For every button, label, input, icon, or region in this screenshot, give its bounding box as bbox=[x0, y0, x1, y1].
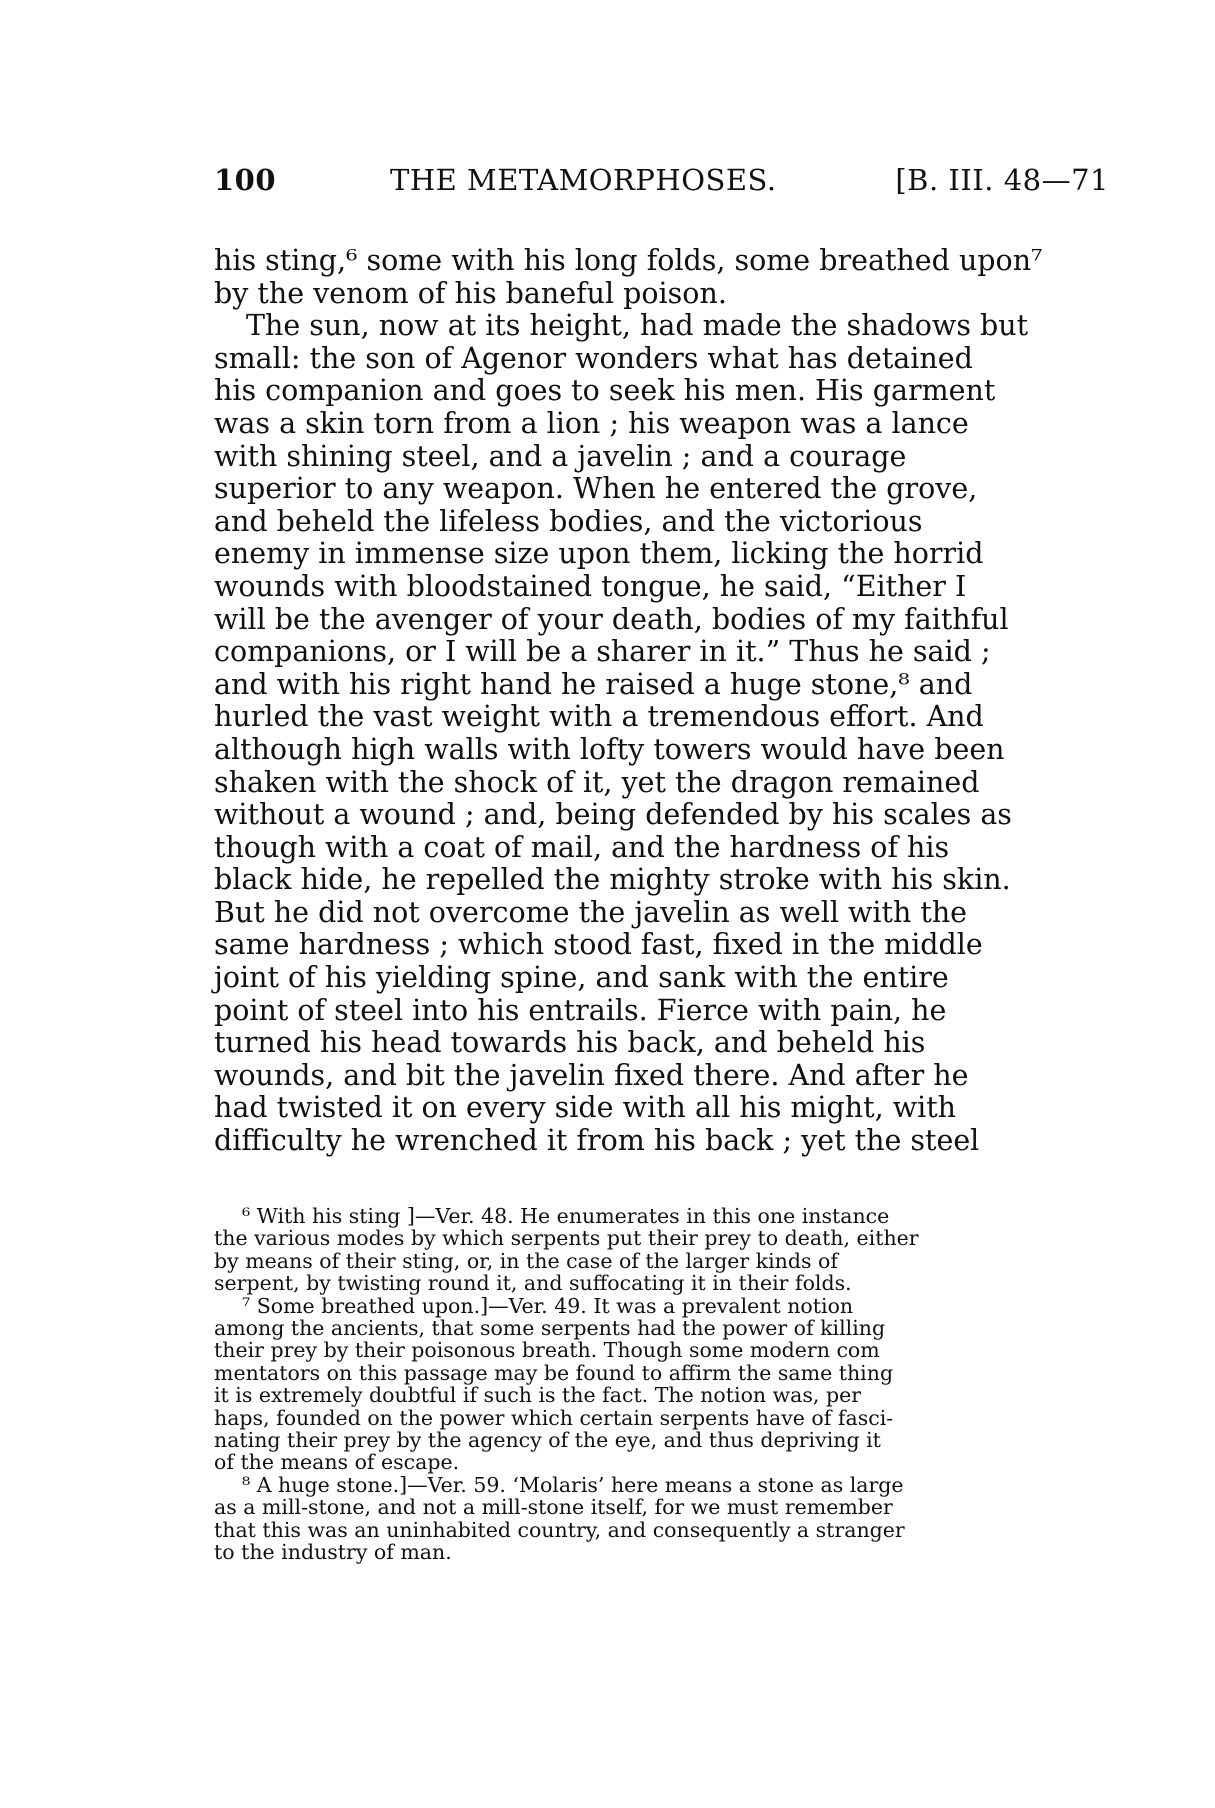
footnote-line: nating their prey by the agency of the eye, and thus depriving it bbox=[214, 1428, 881, 1453]
text-line: without a wound ; and, being defended by his scales as bbox=[214, 798, 1012, 832]
text-line: his sting,⁶ some with his long folds, some breathed upon⁷ bbox=[214, 244, 1043, 277]
running-title: THE METAMORPHOSES. bbox=[390, 163, 777, 197]
text-line: black hide, he repelled the mighty stroke with his skin. bbox=[214, 863, 1011, 897]
page-number: 100 bbox=[214, 163, 277, 197]
footnote-line: serpent, by twisting round it, and suffocating it in their folds. bbox=[214, 1271, 852, 1296]
text-line: point of steel into his entrails. Fierce with pain, he bbox=[214, 993, 947, 1027]
text-line: although high walls with lofty towers would have been bbox=[214, 732, 1005, 766]
footnote-line: of the means of escape. bbox=[214, 1450, 460, 1475]
footnote-line: by means of their sting, or, in the case of the larger kinds of bbox=[214, 1248, 838, 1273]
text-line: was a skin torn from a lion ; his weapon was a lance bbox=[214, 406, 969, 440]
footnote-line: haps, founded on the power which certain serpents have of fasci- bbox=[214, 1405, 894, 1430]
text-line: small: the son of Agenor wonders what has detained bbox=[214, 341, 973, 375]
footnote-line: the various modes by which serpents put their prey to death, either bbox=[214, 1226, 919, 1251]
text-line: and with his right hand he raised a huge stone,⁸ and bbox=[214, 667, 973, 701]
text-line: companions, or I will be a sharer in it.” Thus he said ; bbox=[214, 635, 991, 669]
text-line: shaken with the shock of it, yet the dragon remained bbox=[214, 765, 980, 799]
text-line: difficulty he wrenched it from his back ; yet the steel bbox=[214, 1124, 980, 1158]
text-line: superior to any weapon. When he entered the grove, bbox=[214, 472, 978, 506]
footnote-line: ⁸ A huge stone.]—Ver. 59. ‘Molaris’ here means a stone as large bbox=[242, 1472, 904, 1497]
text-line: turned his head towards his back, and beheld his bbox=[214, 1026, 926, 1060]
text-line: joint of his yielding spine, and sank with the entire bbox=[214, 961, 949, 995]
text-line: hurled the vast weight with a tremendous effort. And bbox=[214, 700, 984, 734]
footnote-line: as a mill-stone, and not a mill-stone itself, for we must remember bbox=[214, 1495, 893, 1520]
text-line: The sun, now at its height, had made the shadows but bbox=[246, 309, 1029, 343]
text-line: with shining steel, and a javelin ; and a courage bbox=[214, 439, 907, 473]
text-line: wounds with bloodstained tongue, he said, “Either I bbox=[214, 569, 967, 603]
footnotes bbox=[214, 1205, 1109, 1564]
text-line: But he did not overcome the javelin as well with the bbox=[214, 895, 968, 929]
footnote-line: to the industry of man. bbox=[214, 1540, 452, 1565]
text-line: his companion and goes to seek his men. His garment bbox=[214, 374, 996, 408]
text-line: enemy in immense size upon them, licking the horrid bbox=[214, 537, 984, 571]
text-line: same hardness ; which stood fast, fixed in the middle bbox=[214, 928, 983, 962]
running-head bbox=[214, 163, 1109, 203]
text-line: and beheld the lifeless bodies, and the victorious bbox=[214, 504, 923, 538]
text-line: though with a coat of mail, and the hardness of his bbox=[214, 830, 950, 864]
footnote-line: that this was an uninhabited country, and consequently a stranger bbox=[214, 1517, 905, 1542]
text-line: had twisted it on every side with all his might, with bbox=[214, 1091, 957, 1125]
main-text bbox=[214, 245, 1109, 1158]
footnote-line: it is extremely doubtful if such is the fact. The notion was, per bbox=[214, 1383, 862, 1408]
footnote-line: mentators on this passage may be found to affirm the same thing bbox=[214, 1360, 894, 1385]
footnote-line: ⁷ Some breathed upon.]—Ver. 49. It was a prevalent notion bbox=[242, 1293, 854, 1318]
footnote-line: among the ancients, that some serpents had the power of killing bbox=[214, 1316, 886, 1341]
footnote-line: ⁶ With his sting ]—Ver. 48. He enumerates in this one instance bbox=[242, 1204, 890, 1228]
text-line: will be the avenger of your death, bodies of my faithful bbox=[214, 602, 1009, 636]
text-line: wounds, and bit the javelin fixed there. And after he bbox=[214, 1058, 969, 1092]
book-line-reference: [B. III. 48—71 bbox=[895, 163, 1109, 197]
text-line: by the venom of his baneful poison. bbox=[214, 276, 727, 310]
footnote-line: their prey by their poisonous breath. Though some modern com bbox=[214, 1338, 880, 1363]
